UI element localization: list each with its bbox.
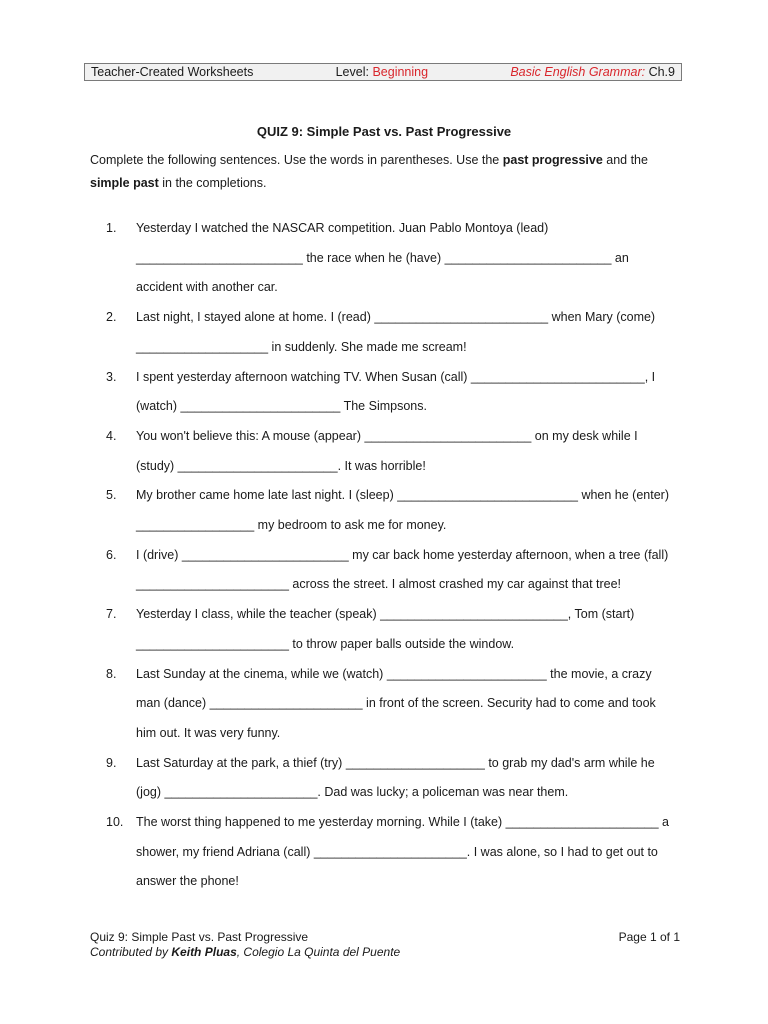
question-number: 8. xyxy=(106,666,117,681)
question-line: I (drive) ________________________ my car back home yesterday afternoon, when a tree (fall) xyxy=(136,547,669,562)
question-line: Last night, I stayed alone at home. I (read) _________________________ when Mary (come) xyxy=(136,310,656,325)
instructions-part2: and the xyxy=(602,153,648,167)
question-line: Last Saturday at the park, a thief (try) ____________________ to grab my dad's arm while he xyxy=(136,755,655,770)
question-line: Yesterday I class, while the teacher (speak) ___________________________, Tom (start) xyxy=(136,607,635,622)
header-chapter: Ch.9 xyxy=(645,65,675,79)
question-line: ___________________ in suddenly. She made me scream! xyxy=(136,339,467,354)
question-number: 5. xyxy=(106,488,117,503)
footer-credit-prefix: Contributed by xyxy=(90,945,172,959)
question-text xyxy=(136,600,696,659)
question-line: (watch) _______________________ The Simpsons. xyxy=(136,399,427,414)
quiz-title: QUIZ 9: Simple Past vs. Past Progressive xyxy=(256,124,512,139)
question-number: 10. xyxy=(106,815,124,829)
question-text xyxy=(136,214,696,303)
question-line: My brother came home late last night. I (sleep) __________________________ when he (enter) xyxy=(136,488,669,503)
header-level-label: Level: xyxy=(335,65,373,79)
question-line: _________________ my bedroom to ask me for money. xyxy=(136,518,447,532)
question-number: 1. xyxy=(106,221,117,235)
question-number: 3. xyxy=(106,369,117,384)
footer-credit-suffix: , Colegio La Quinta del Puente xyxy=(236,945,401,959)
question-line: You won't believe this: A mouse (appear) ________________________ on my desk while I xyxy=(136,428,638,443)
question-line: shower, my friend Adriana (call) ______________________. I was alone, so I had to get out to xyxy=(136,844,658,859)
instructions-part3: in the completions. xyxy=(158,176,267,190)
question-line: man (dance) ______________________ in front of the screen. Security had to come and took xyxy=(136,696,656,711)
footer-credit xyxy=(90,945,400,960)
header-book-title: Basic English Grammar: xyxy=(510,65,646,79)
header-source: Teacher-Created Worksheets xyxy=(91,65,254,79)
question-line: I spent yesterday afternoon watching TV. When Susan (call) _________________________, I xyxy=(136,369,656,384)
question-line: ______________________ across the street. I almost crashed my car against that tree! xyxy=(136,577,622,592)
instructions-bold2: simple past xyxy=(90,176,159,190)
question-number: 4. xyxy=(106,428,117,443)
question-text xyxy=(136,422,696,481)
question-line: ______________________ to throw paper balls outside the window. xyxy=(136,636,515,651)
question-text xyxy=(136,303,696,362)
instructions xyxy=(90,149,690,195)
footer-page-number: Page 1 of 1 xyxy=(618,930,680,944)
question-line: (study) _______________________. It was horrible! xyxy=(136,458,426,473)
footer-left xyxy=(90,930,400,960)
question-text xyxy=(136,363,696,422)
question-number: 6. xyxy=(106,547,117,562)
question-text xyxy=(136,481,696,540)
worksheet-header xyxy=(84,63,682,81)
instructions-bold1: past progressive xyxy=(502,153,603,167)
question-number: 9. xyxy=(106,755,117,770)
question-line: Yesterday I watched the NASCAR competition. Juan Pablo Montoya (lead) xyxy=(136,221,549,235)
header-level xyxy=(336,65,428,79)
question-line: accident with another car. xyxy=(136,280,278,295)
header-level-value: Beginning xyxy=(372,65,429,79)
question-text xyxy=(136,660,696,749)
question-number: 7. xyxy=(106,607,117,622)
footer-credit-author: Keith Pluas xyxy=(171,945,237,959)
question-line: The worst thing happened to me yesterday morning. While I (take) ______________________ a xyxy=(136,815,669,829)
question-text xyxy=(136,808,696,897)
question-line: ________________________ the race when he (have) ________________________ an xyxy=(136,250,629,265)
question-line: him out. It was very funny. xyxy=(136,725,281,740)
question-text xyxy=(136,749,696,808)
footer-title: Quiz 9: Simple Past vs. Past Progressive xyxy=(90,930,309,944)
question-text xyxy=(136,541,696,600)
question-line: answer the phone! xyxy=(136,874,239,889)
header-book xyxy=(510,65,675,79)
instructions-part1: Complete the following sentences. Use the words in parentheses. Use the xyxy=(90,153,503,167)
question-line: (jog) ______________________. Dad was lucky; a policeman was near them. xyxy=(136,785,569,800)
question-line: Last Sunday at the cinema, while we (watch) _______________________ the movie, a crazy xyxy=(136,666,652,681)
question-number: 2. xyxy=(106,310,117,325)
